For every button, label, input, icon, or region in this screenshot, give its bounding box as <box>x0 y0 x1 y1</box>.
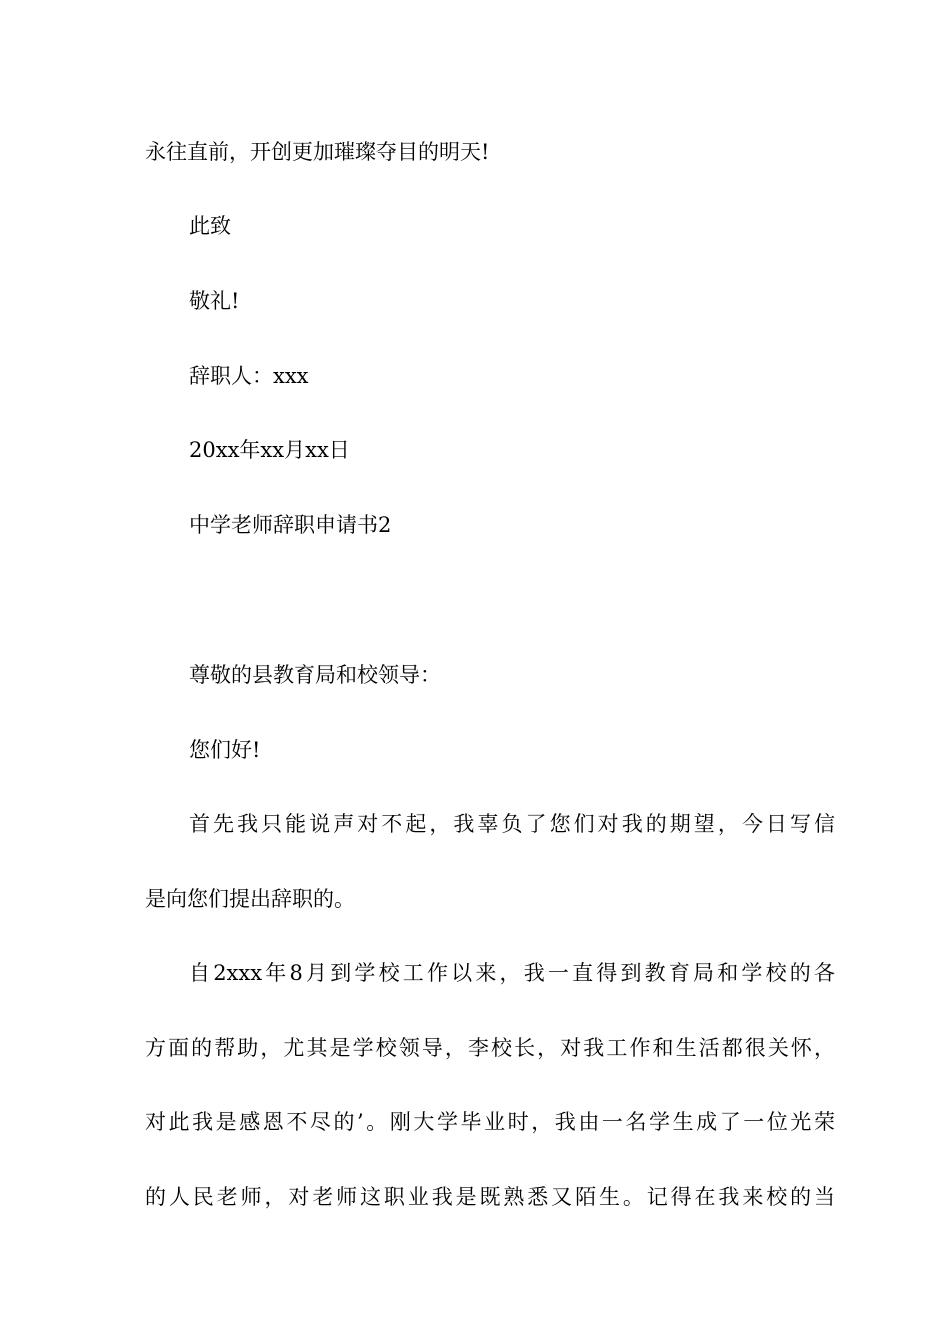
greeting-line: 您们好! <box>189 738 261 762</box>
recipient-line: 尊敬的县教育局和校领导： <box>189 663 441 687</box>
signer-line: 辞职人：xxx <box>189 364 309 388</box>
paragraph-line: 自2xxx年8月到学校工作以来，我一直得到教育局和学校的各 <box>189 961 835 985</box>
closing-regards: 敬礼! <box>189 289 240 313</box>
date-line: 20xx年xx月xx日 <box>189 438 350 462</box>
closing-salutation: 此致 <box>189 214 231 238</box>
paragraph-line: 方面的帮助，尤其是学校领导，李校长，对我工作和生活都很关怀， <box>145 1036 835 1060</box>
body-text-line: 永往直前，开创更加璀璨夺目的明天! <box>145 140 490 164</box>
paragraph-line: 对此我是感恩不尽的’。刚大学毕业时，我由一名学生成了一位光荣 <box>145 1110 835 1134</box>
paragraph-line: 的人民老师，对老师这职业我是既熟悉又陌生。记得在我来校的当 <box>145 1185 835 1209</box>
paragraph-line: 首先我只能说声对不起，我辜负了您们对我的期望，今日写信 <box>189 812 835 836</box>
section-title: 中学老师辞职申请书2 <box>189 513 392 537</box>
paragraph-line: 是向您们提出辞职的。 <box>145 887 355 911</box>
